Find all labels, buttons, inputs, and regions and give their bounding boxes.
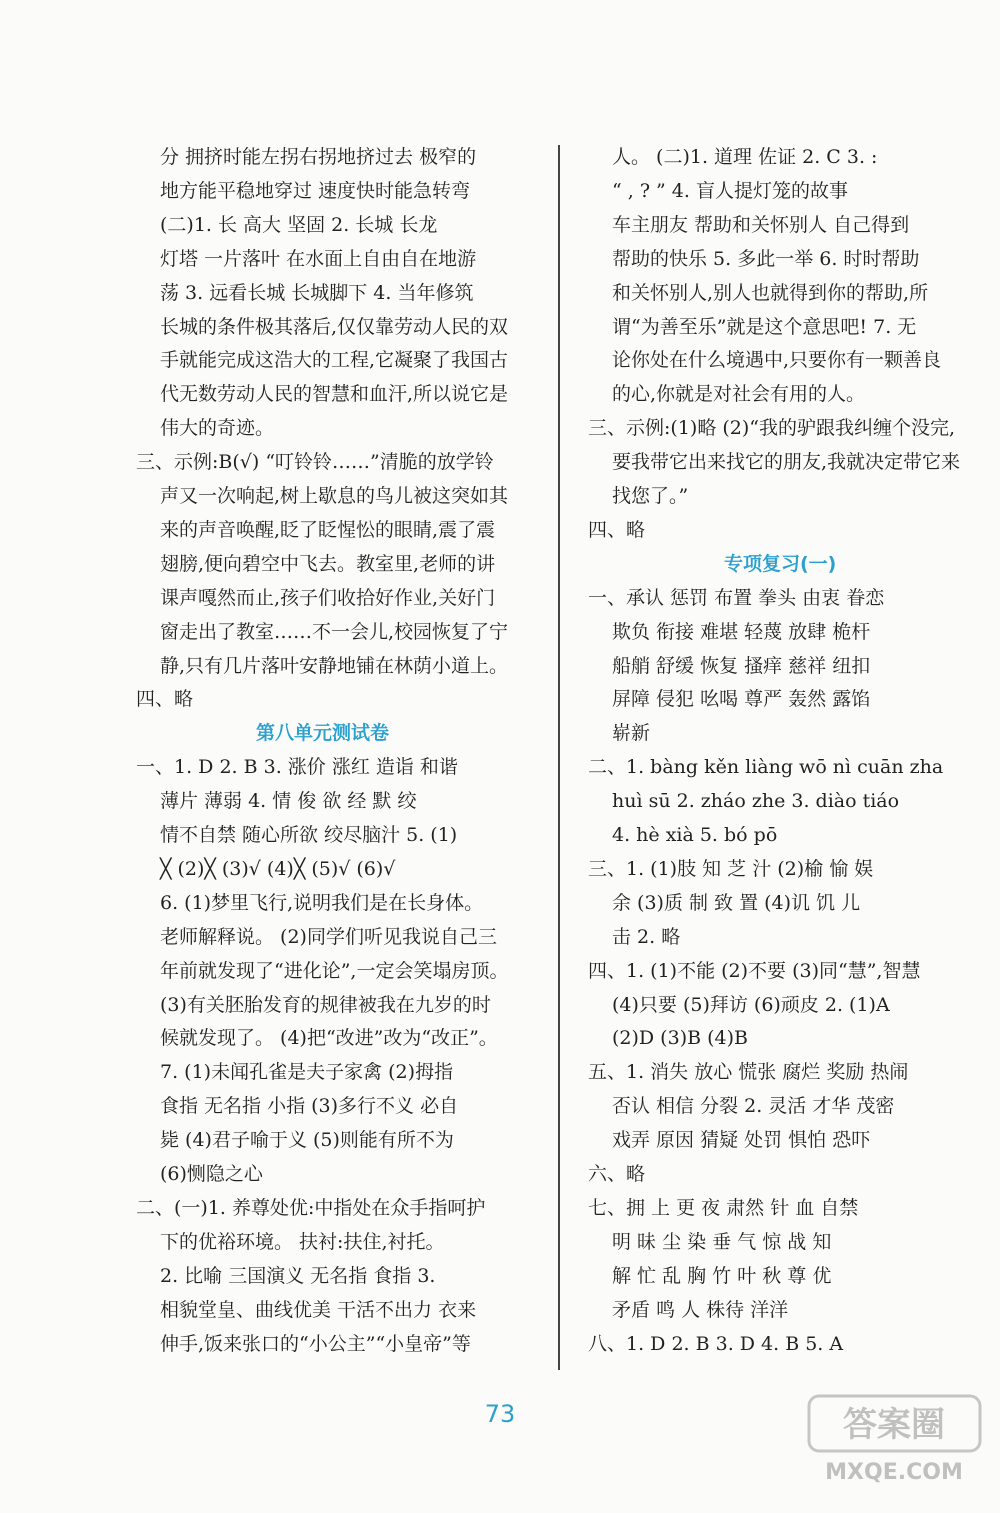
text-line: 相貌堂皇、曲线优美 干活不出力 衣来 [160, 1298, 477, 1321]
text-line: 代无数劳动人民的智慧和血汗,所以说它是 [160, 383, 509, 406]
text-line: 年前就发现了“进化论”,一定会笑塌房顶。 [160, 959, 509, 982]
text-line: 三、示例:(1)略 (2)“我的驴跟我纠缠个没完, [588, 417, 956, 440]
text-line: 四、略 [136, 688, 194, 711]
text-line: 戏弄 原因 猜疑 处罚 惧怕 恐吓 [612, 1129, 871, 1152]
text-line: 击 2. 略 [612, 925, 681, 948]
text-line: (二)1. 长 高大 坚固 2. 长城 长龙 [160, 213, 438, 236]
text-line: 人。 (二)1. 道理 佐证 2. C 3. : [612, 146, 878, 168]
text-line: 明 昧 尘 染 垂 气 惊 战 知 [612, 1230, 832, 1253]
text-line: 三、1. (1)肢 知 芝 汁 (2)榆 愉 娱 [588, 857, 874, 880]
text-line: 余 (3)质 制 致 置 (4)讥 饥 儿 [612, 891, 861, 914]
text-line: 解 忙 乱 胸 竹 叶 秋 尊 优 [612, 1264, 832, 1287]
text-line: 谓“为善至乐”就是这个意思吧! 7. 无 [612, 315, 917, 338]
svg-text:答案圈: 答案圈 [843, 1405, 945, 1445]
text-line: 2. 比喻 三国演义 无名指 食指 3. [160, 1264, 436, 1287]
section-heading: 第八单元测试卷 [256, 722, 390, 745]
text-line: 找您了。” [612, 485, 689, 507]
column-divider [558, 145, 560, 1370]
text-line: 六、略 [588, 1163, 646, 1185]
text-line: 老师解释说。 (2)同学们听见我说自己三 [160, 925, 497, 948]
text-line: 否认 相信 分裂 2. 灵活 才华 茂密 [612, 1095, 895, 1118]
text-line: 手就能完成这浩大的工程,它凝聚了我国古 [160, 349, 509, 372]
text-line: 灯塔 一片落叶 在水面上自由自在地游 [160, 247, 477, 270]
text-line: 伟大的奇迹。 [160, 417, 275, 440]
text-line: (3)有关胚胎发育的规律被我在九岁的时 [160, 993, 491, 1016]
text-line: 情不自禁 随心所欲 绞尽脑汁 5. (1) [160, 824, 458, 846]
text-line: 和关怀别人,别人也就得到你的帮助,所 [612, 281, 929, 304]
text-line: huì sū 2. zháo zhe 3. diào tiáo [612, 790, 900, 813]
text-line: 一、1. D 2. B 3. 涨价 涨红 造诣 和谐 [136, 756, 458, 779]
text-line: (4)只要 (5)拜访 (6)顽皮 2. (1)A [612, 993, 890, 1016]
text-line: 帮助的快乐 5. 多此一举 6. 时时帮助 [612, 247, 920, 270]
page-number: 73 [484, 1400, 516, 1428]
text-line: 八、1. D 2. B 3. D 4. B 5. A [588, 1332, 844, 1355]
text-line: 翅膀,便向碧空中飞去。教室里,老师的讲 [160, 552, 496, 575]
text-line: 三、示例:B(√) “叮铃铃……”清脆的放学铃 [136, 451, 494, 474]
text-line: 课声嘎然而止,孩子们收拾好作业,关好门 [160, 586, 496, 609]
text-line: (6)恻隐之心 [160, 1163, 263, 1185]
text-line: 荡 3. 远看长城 长城脚下 4. 当年修筑 [160, 281, 474, 304]
text-line: 要我带它出来找它的朋友,我就决定带它来 [612, 451, 961, 474]
text-line: 分 拥挤时能左拐右拐地挤过去 极窄的 [160, 146, 477, 168]
text-line: 一、承认 惩罚 布置 拳头 由衷 眷恋 [588, 586, 885, 609]
text-line: (2)D (3)B (4)B [612, 1027, 748, 1050]
text-line: 伸手,饭来张口的“小公主”“小皇帝”等 [160, 1332, 471, 1355]
text-line: 四、1. (1)不能 (2)不要 (3)同“慧”,智慧 [588, 959, 921, 982]
text-line: 矛盾 鸣 人 株待 洋洋 [612, 1298, 789, 1321]
text-line: 屏障 侵犯 吆喝 尊严 轰然 露馅 [612, 688, 871, 711]
text-line: 候就发现了。 (4)把“改进”改为“改正”。 [160, 1027, 498, 1050]
text-line: 五、1. 消失 放心 慌张 腐烂 奖励 热闹 [588, 1061, 909, 1084]
text-line: “ , ? ” 4. 盲人提灯笼的故事 [612, 179, 848, 202]
text-line: 车主朋友 帮助和关怀别人 自己得到 [612, 213, 910, 236]
text-line: 的心,你就是对社会有用的人。 [612, 383, 866, 406]
text-line: 长城的条件极其落后,仅仅靠劳动人民的双 [160, 315, 509, 338]
text-line: 崭新 [612, 722, 651, 745]
text-line: 船艄 舒缓 恢复 搔痒 慈祥 纽扣 [612, 654, 871, 677]
text-line: 来的声音唤醒,眨了眨惺忪的眼睛,震了震 [160, 518, 496, 541]
text-line: 论你处在什么境遇中,只要你有一颗善良 [612, 349, 942, 372]
text-line: 二、(一)1. 养尊处优:中指处在众手指呵护 [136, 1196, 486, 1219]
text-line: 毙 (4)君子喻于义 (5)则能有所不为 [160, 1129, 454, 1152]
text-line: 声又一次响起,树上歇息的鸟儿被这突如其 [160, 485, 509, 507]
text-line: 下的优裕环境。 扶衬:扶住,衬托。 [160, 1230, 445, 1253]
text-line: 四、略 [588, 518, 646, 541]
text-line: 窗走出了教室……不一会儿,校园恢复了宁 [160, 620, 509, 643]
text-line: 食指 无名指 小指 (3)多行不义 必自 [160, 1095, 459, 1118]
section-heading: 专项复习(一) [724, 552, 837, 575]
text-line: 欺负 衔接 难堪 轻蔑 放肆 桅杆 [612, 620, 871, 643]
watermark-logo [807, 1394, 982, 1489]
text-line: 静,只有几片落叶安静地铺在林荫小道上。 [160, 654, 509, 677]
text-line: 4. hè xià 5. bó pō [612, 824, 778, 846]
svg-text:MXQE.COM: MXQE.COM [825, 1460, 963, 1485]
text-line: 二、1. bàng kěn liàng wō nì cuān zha [588, 756, 944, 779]
text-line: 7. (1)未闻孔雀是夫子家禽 (2)拇指 [160, 1061, 454, 1084]
text-line: ╳ (2)╳ (3)√ (4)╳ (5)√ (6)√ [160, 857, 396, 880]
text-line: 七、拥 上 更 夜 肃然 针 血 自禁 [588, 1196, 859, 1219]
text-line: 薄片 薄弱 4. 情 俊 欲 经 默 绞 [160, 790, 417, 813]
text-line: 6. (1)梦里飞行,说明我们是在长身体。 [160, 891, 484, 914]
text-line: 地方能平稳地穿过 速度快时能急转弯 [160, 179, 471, 202]
